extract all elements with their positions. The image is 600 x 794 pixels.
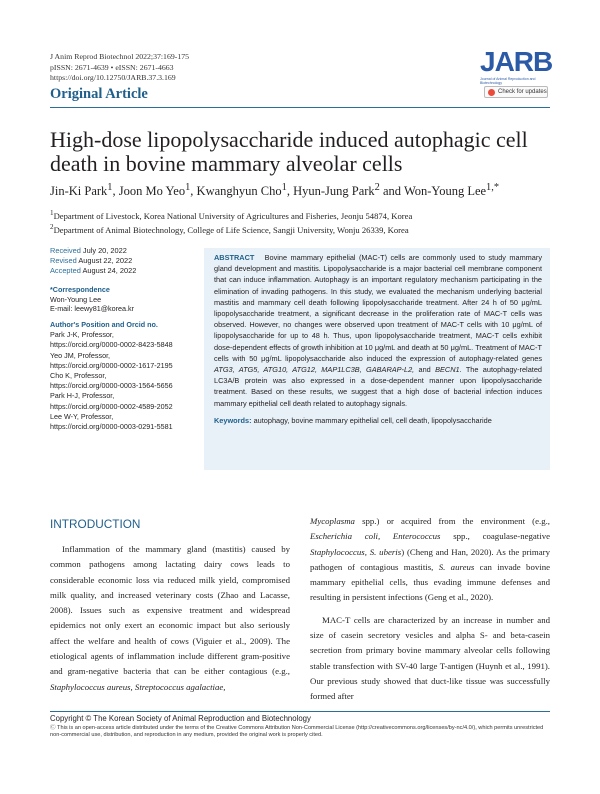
header-divider (50, 107, 550, 108)
abstract-genes: ATG3, ATG5, ATG10, ATG12, MAP1LC3B, GABARAP-L2, (214, 365, 415, 375)
abstract-part1: Bovine mammary epithelial (MAC-T) cells are commonly used to study mammary gland development and mastitis. Lipopolysaccharide is a major bacterial cell membrane component that can induce inflammation. Autophagy is an important regulatory mechanism participating in the elimination of invading pathogens. In this study, we evaluated the mechanism underlying bacterial mastitis and mammary cell death following lipopolysaccharide treatment. After 24 h of 50 μg/mL lipopolysaccharide treatment, a significant decrease in the proliferation rate of MAC-T cells was observed. However, no changes were observed upon treatment of MAC-T cells with 10 μg/mL of lipopolysaccharide for up to 48 h. Thus, upon lipopolysaccharide treatment, MAC-T cells exhibit dose-dependent effects of growth inhibition at 10 μg/mL and death at 50 μg/mL. Treatment of MAC-T cells with 50 μg/mL lipopolysaccharide also induced the expression of autophagy-related genes (214, 253, 542, 363)
copyright: Copyright © The Korean Society of Animal Reproduction and Biotechnology (50, 714, 311, 723)
check-updates-icon (488, 89, 495, 96)
body-column-right (310, 514, 550, 705)
correspondence-name: Won-Young Lee (50, 294, 102, 304)
intro-italic: Mycoplasma (310, 516, 355, 526)
license-body: This is an open-access article distributed under the terms of the Creative Commons Attribution Non-Commercial License (http://creativecommons.org/licenses/by-nc/4.0/), which permits unrestricted non-commercial use, distribution, and reproduction in any medium, provided the original work is properly cited. (50, 725, 544, 739)
journal-citation: J Anim Reprod Biotechnol 2022;37:169-175 (50, 52, 190, 61)
intro-italic: Staphylococcus, S. uberis (310, 546, 402, 557)
check-updates-label: Check for updates (498, 89, 547, 95)
orcid-link[interactable]: https://orcid.org/0000-0002-4589-2052 (50, 401, 173, 411)
license-text (50, 725, 550, 740)
author-sup: 1,* (486, 182, 500, 193)
author-list: Jin-Ki Park$^1$, Joon Mo Yeo$^1$, Kwanghyun Cho$^1$, Hyun-Jung Park$^2$ and Won-Young Lee$^{1,*}$ (50, 182, 500, 199)
intro-text: spp., coagulase-negative (440, 531, 550, 542)
keywords-label: Keywords: (214, 415, 252, 425)
orcid-link[interactable]: https://orcid.org/0000-0003-0291-5581 (50, 422, 173, 432)
intro-paragraph (310, 514, 550, 606)
accepted-label: Accepted (50, 266, 81, 275)
intro-text: spp.) or acquired from the environment (e.g., (354, 516, 550, 526)
correspondence (50, 285, 134, 314)
introduction-heading: INTRODUCTION (50, 517, 141, 531)
abstract-box (204, 248, 550, 470)
orcid-line: Park J-K, Professor, (50, 330, 114, 340)
logo-subtitle: Journal of Animal Reproduction and Biotechnology (480, 77, 536, 85)
author-sup: 1 (281, 182, 287, 193)
orcid-label: Author's Position and Orcid no. (50, 320, 158, 329)
author-name: Jin-Ki Park (50, 184, 108, 199)
footer-divider (50, 711, 550, 712)
author-name: Joon Mo Yeo (118, 184, 186, 199)
keywords-text: autophagy, bovine mammary epithelial cell, cell death, lipopolysaccharide (253, 415, 492, 425)
intro-italic: Staphylococcus aureus, Streptococcus agalactiae, (50, 681, 226, 692)
correspondence-label: *Correspondence (50, 285, 110, 294)
orcid-line: Yeo JM, Professor, (50, 350, 111, 360)
author-name: Hyun-Jung Park (293, 184, 375, 199)
affiliations (50, 208, 412, 236)
orcid-section (50, 320, 190, 432)
check-updates-button[interactable] (484, 86, 548, 98)
author-name: Won-Young Lee (403, 184, 487, 199)
author-sup: 1 (185, 182, 191, 193)
affil-text: Department of Animal Biotechnology, College of Life Science, Sangji University, Wonju 26339, Korea (53, 224, 409, 235)
orcid-line: Cho K, Professor, (50, 371, 107, 381)
article-type: Original Article (50, 86, 148, 102)
intro-italic: S. aureus (438, 561, 475, 572)
orcid-link[interactable]: https://orcid.org/0000-0002-8423-5848 (50, 340, 173, 350)
intro-text: ) (Cheng and Han, 2020). As the primary pathogen of contagious mastitis, (310, 546, 551, 572)
abstract-text (214, 252, 542, 409)
cc-icon: Ⓒ (50, 725, 58, 731)
abstract-label: ABSTRACT (214, 253, 255, 262)
journal-meta (50, 52, 189, 84)
revised-label: Revised (50, 256, 77, 265)
intro-paragraph: MAC-T cells are characterized by an increase in number and size of casein secretory vesicles and alpha S- and beta-casein secretion from primary bovine mammary alveolar cells following stable transfection with SV-40 large T-antigen (Huynh et al., 1991). Our previous study showed that duct-like tissue was successfully formed after (310, 614, 550, 702)
correspondence-email[interactable]: E-mail: leewy81@korea.kr (50, 304, 134, 314)
logo-text: JARB (480, 46, 553, 77)
author-sup: 2 (374, 182, 380, 193)
article-title: High-dose lipopolysaccharide induced autophagic cell death in bovine mammary alveolar cells (50, 127, 528, 176)
orcid-line: Lee W-Y, Professor, (50, 411, 114, 421)
intro-text: Inflammation of the mammary gland (mastitis) caused by common pathogens among lactating dairy cows leads to considerable economic loss via reduced milk yield, compromised milk quality, and increased veterinary costs (Zhao and Lacasse, 2008). Issues such as expensive treatment and widespread epidemics not only exert an economic impact but also seriously affect the welfare and health of cows (Viguier et al., 2009). The etiological agents of inflammation include different gram-positive and gram-negative bacteria that can be either contagious (e.g., (50, 544, 290, 677)
orcid-line: Park H-J, Professor, (50, 391, 115, 401)
affil-text: Department of Livestock, Korea National University of Agricultures and Fisheries, Jeonju 54874, Korea (53, 210, 413, 221)
received-label: Received (50, 246, 81, 255)
orcid-link[interactable]: https://orcid.org/0000-0002-1617-2195 (50, 360, 173, 370)
author-sup: 1 (107, 182, 113, 193)
abstract-part2: . The autophagy-related LC3A/B protein was also expressed in a dose-dependent manner upon lipopolysaccharide treatment. Based on these results, we suggest that a high dose of bacterial infection induces mammary epithelial cell death related to autophagy signals. (214, 365, 542, 408)
abstract-and: and (414, 365, 436, 375)
affil-sup: 2 (50, 222, 54, 231)
revised-date: August 22, 2022 (78, 256, 133, 265)
intro-italic: Escherichia coli, Enterococcus (310, 531, 441, 542)
journal-logo (480, 48, 552, 85)
affil-sup: 1 (50, 209, 54, 217)
author-name: Kwanghyun Cho (196, 184, 282, 199)
body-column-left (50, 542, 290, 695)
accepted-date: August 24, 2022 (82, 266, 137, 275)
journal-issn: pISSN: 2671-4639 • eISSN: 2671-4663 (50, 62, 174, 72)
journal-doi[interactable]: https://doi.org/10.12750/JARB.37.3.169 (50, 73, 176, 83)
received-date: July 20, 2022 (82, 246, 127, 255)
intro-text: can invade bovine mammary epithelial cells, thus evading immune defenses and resulting in persistent infections (Geng et al., 2020). (310, 561, 551, 603)
keywords (214, 415, 542, 426)
article-dates (50, 246, 136, 276)
orcid-link[interactable]: https://orcid.org/0000-0003-1564-5656 (50, 381, 173, 391)
abstract-gene-last: BECN1 (435, 365, 460, 375)
